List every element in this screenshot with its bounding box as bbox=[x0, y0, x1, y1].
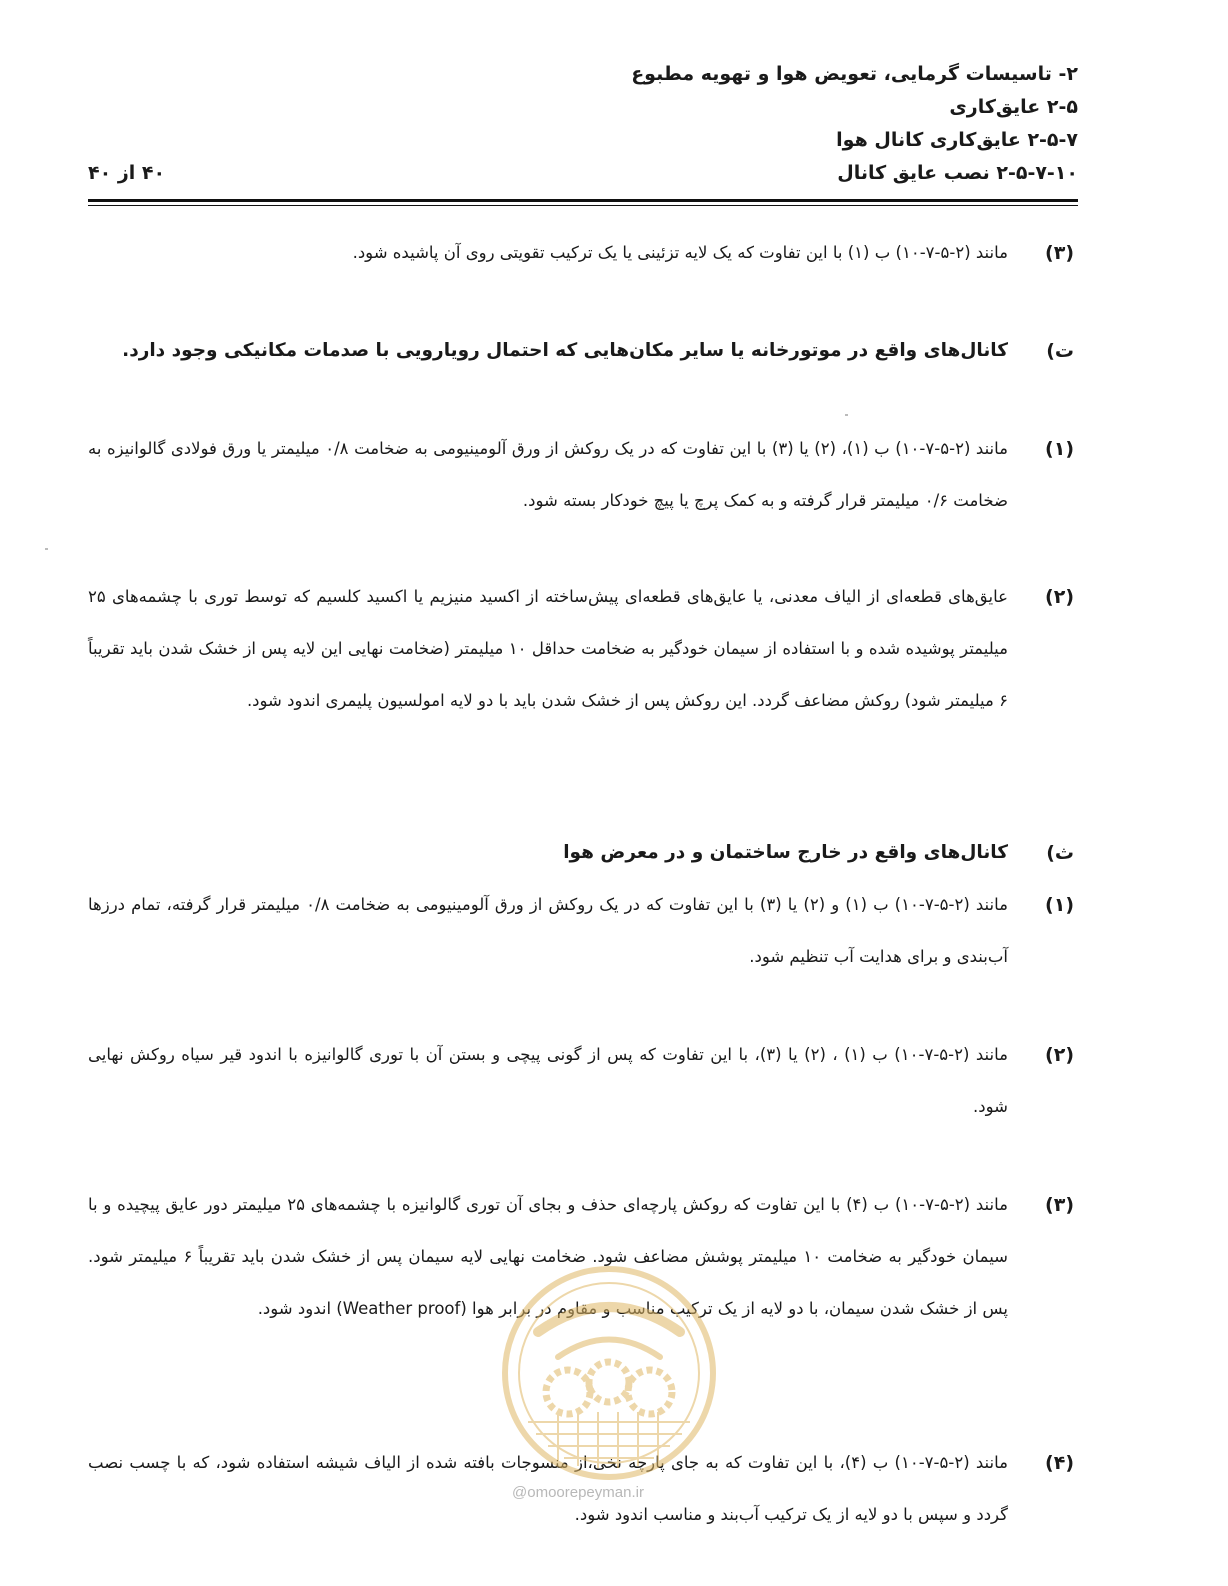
watermark-url: @omoorepeyman.ir bbox=[512, 1484, 644, 1501]
header-divider-thick bbox=[88, 199, 1078, 202]
item-marker: (۳) bbox=[1045, 242, 1074, 264]
item-text: عایق‌های قطعه‌ای از الیاف معدنی، یا عایق‌های قطعه‌ای پیش‌ساخته از اکسید منیزیم یا اکسید کلسیم که توسط توری با چشمه‌های ۲۵ میلیمتر پوشیده شده و با استفاده از سیمان خودگیر به ضخامت حداقل ۱۰ میلیمتر (ضخامت نهایی این لایه پس از خشک شدن باید تقریباً ۶ میلیمتر شود) روکش مضاعف گردد. این روکش پس از خشک شدن باید با دو لایه امولسیون پلیمری اندود شود. bbox=[88, 587, 1008, 710]
item-text: مانند (۲-۵-۷-۱۰) ب (۴)، با این تفاوت که به جای پارچه نخی،از منسوجات بافته شده از الیاف شیشه استفاده شود، که با چسب نصب گردد و سپس با دو لایه از یک ترکیب آب‌بند و مناسب اندود شود. bbox=[88, 1453, 1008, 1524]
header-clause-title: ۲-۵-۷-۱۰ نصب عایق کانال bbox=[837, 162, 1078, 184]
scan-speck bbox=[45, 548, 48, 550]
item-marker: (۴) bbox=[1045, 1452, 1074, 1474]
list-item bbox=[88, 886, 1078, 983]
page-header bbox=[88, 58, 1078, 198]
scan-speck bbox=[845, 414, 848, 416]
list-item bbox=[88, 1036, 1078, 1133]
item-text: مانند (۲-۵-۷-۱۰) ب (۱) و (۲) یا (۳) با این تفاوت که در یک روکش از ورق آلومینیومی به ضخامت ۰/۸ میلیمتر قرار گرفته، تمام درزها آب‌بندی و برای هدایت آب تنظیم شود. bbox=[88, 895, 1008, 966]
item-marker: (۳) bbox=[1045, 1194, 1074, 1216]
item-marker: (۱) bbox=[1045, 894, 1074, 916]
item-marker: (۲) bbox=[1045, 1044, 1074, 1066]
list-item bbox=[88, 430, 1078, 527]
item-text: مانند (۲-۵-۷-۱۰) ب (۱)، (۲) یا (۳) با این تفاوت که در یک روکش از ورق آلومینیومی به ضخامت ۰/۸ میلیمتر یا ورق فولادی گالوانیزه به ضخامت ۰/۶ میلیمتر قرار گرفته و به کمک پرچ یا پیچ خودکار بسته شود. bbox=[88, 439, 1009, 510]
list-item bbox=[88, 578, 1078, 727]
header-chapter-title: ۲- تاسیسات گرمایی، تعویض هوا و تهویه مطبوع bbox=[631, 63, 1078, 85]
item-marker: (۱) bbox=[1045, 438, 1074, 460]
section-marker: ث) bbox=[1046, 842, 1074, 864]
section-marker: ت) bbox=[1046, 340, 1074, 362]
item-text: مانند (۲-۵-۷-۱۰) ب (۱) با این تفاوت که یک لایه تزئینی یا یک ترکیب تقویتی روی آن پاشیده شود. bbox=[352, 243, 1008, 262]
list-item bbox=[88, 234, 1078, 272]
section-heading bbox=[88, 332, 1078, 370]
item-marker: (۲) bbox=[1045, 586, 1074, 608]
header-subsection-title: ۲-۵-۷ عایق‌کاری کانال هوا bbox=[836, 129, 1078, 151]
item-text: مانند (۲-۵-۷-۱۰) ب (۴) با این تفاوت که روکش پارچه‌ای حذف و بجای آن توری گالوانیزه با چشمه‌های ۲۵ میلیمتر دور عایق پیچیده و با سیمان خودگیر به ضخامت ۱۰ میلیمتر پوشش مضاعف شود. ضخامت نهایی لایه سیمان پس از خشک شدن باید تقریباً ۶ میلیمتر شود. پس از خشک شدن سیمان، با دو لایه از یک ترکیب مناسب و مقاوم در برابر هوا (Weather proof) اندود شود. bbox=[88, 1195, 1009, 1318]
header-divider-thin bbox=[88, 205, 1078, 206]
page-number: ۴۰ از ۴۰ bbox=[88, 162, 166, 184]
publisher-stamp-logo bbox=[498, 1262, 720, 1484]
section-heading-text: کانال‌های واقع در موتورخانه یا سایر مکان‌هایی که احتمال رویارویی با صدمات مکانیکی وجود دارد. bbox=[122, 340, 1008, 361]
item-text: مانند (۲-۵-۷-۱۰) ب (۱) ، (۲) یا (۳)، با این تفاوت که پس از گونی پیچی و بستن آن با توری گالوانیزه با اندود قیر سیاه روکش نهایی شود. bbox=[88, 1045, 1008, 1116]
section-heading-text: کانال‌های واقع در خارج ساختمان و در معرض هوا bbox=[563, 842, 1008, 863]
header-section-title: ۲-۵ عایق‌کاری bbox=[949, 96, 1078, 118]
section-heading bbox=[88, 834, 1078, 872]
